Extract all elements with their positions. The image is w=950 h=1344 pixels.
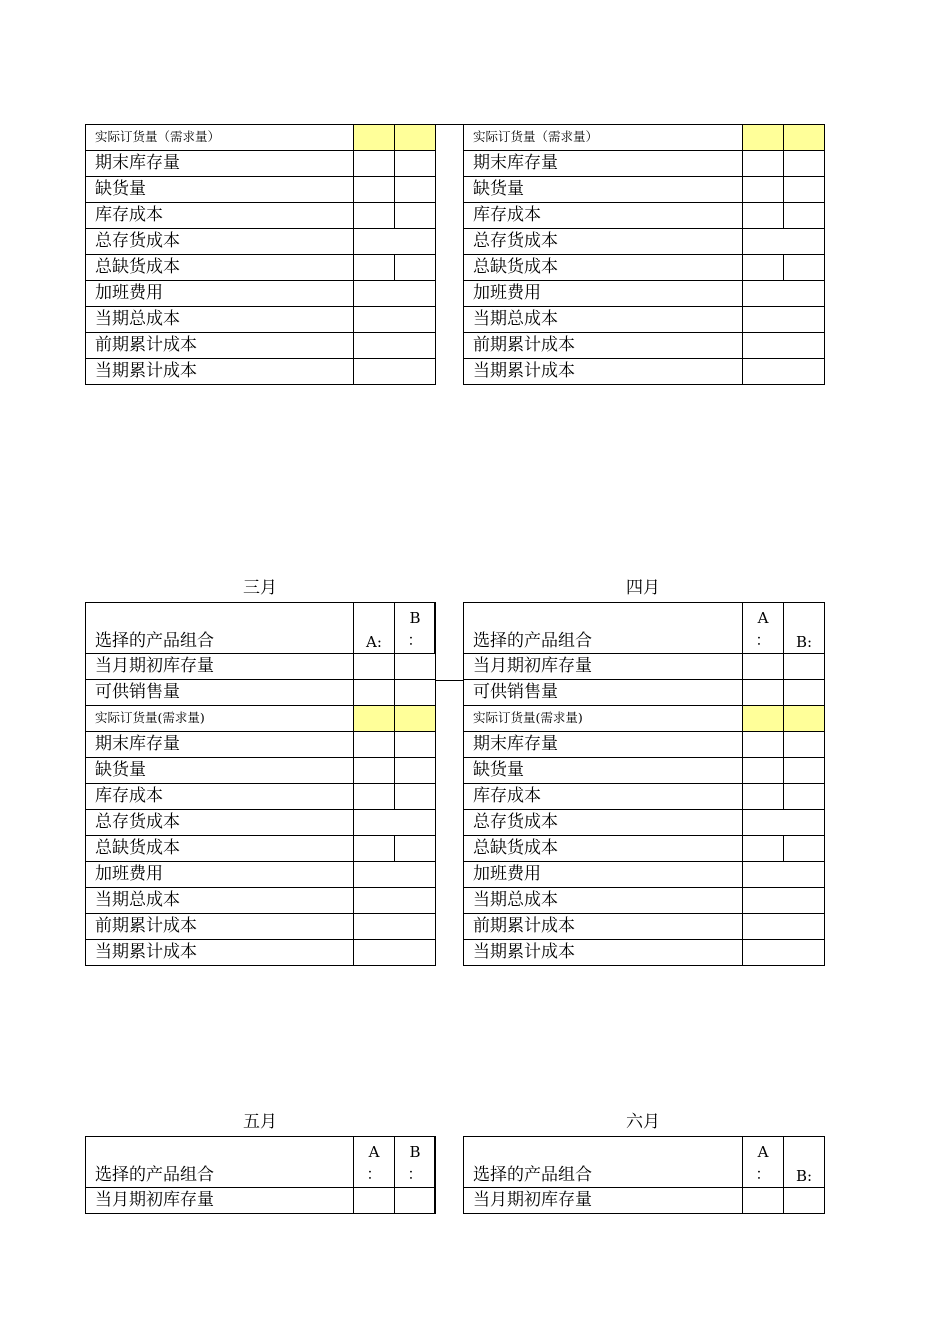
row-label-total-shortage-cost: 总缺货成本 bbox=[86, 836, 354, 862]
label-b: B bbox=[409, 1143, 421, 1161]
product-a-cell[interactable] bbox=[743, 603, 784, 654]
table-row bbox=[464, 862, 825, 888]
table-row bbox=[464, 229, 825, 255]
month-title-june: 六月 bbox=[626, 1112, 660, 1132]
row-label-prior-cumulative-cost: 前期累计成本 bbox=[86, 333, 354, 359]
row-label-prior-cumulative-cost: 前期累计成本 bbox=[86, 914, 354, 940]
row-label-period-total-cost: 当期总成本 bbox=[86, 888, 354, 914]
table-row bbox=[86, 333, 436, 359]
row-label-prior-cumulative-cost: 前期累计成本 bbox=[464, 333, 743, 359]
divider bbox=[434, 1136, 435, 1214]
cell[interactable] bbox=[743, 151, 784, 177]
cell[interactable] bbox=[354, 333, 436, 359]
label-colon: ： bbox=[755, 631, 771, 649]
cell[interactable] bbox=[743, 888, 825, 914]
cell[interactable] bbox=[784, 203, 825, 229]
row-label-current-cumulative-cost: 当期累计成本 bbox=[86, 940, 354, 966]
table-row bbox=[464, 151, 825, 177]
label-colon: ： bbox=[407, 631, 423, 649]
cell[interactable] bbox=[784, 1188, 825, 1214]
cell[interactable] bbox=[743, 784, 784, 810]
row-label-product-mix: 选择的产品组合 bbox=[464, 603, 743, 654]
cell[interactable] bbox=[743, 333, 825, 359]
product-b-cell[interactable]: B: bbox=[784, 1137, 825, 1188]
cell[interactable] bbox=[743, 914, 825, 940]
row-label-product-mix: 选择的产品组合 bbox=[86, 603, 354, 654]
row-label-opening-inventory: 当月期初库存量 bbox=[464, 1188, 743, 1214]
table-row bbox=[464, 1188, 825, 1214]
row-label-period-total-cost: 当期总成本 bbox=[464, 307, 743, 333]
cell[interactable] bbox=[784, 151, 825, 177]
cell[interactable] bbox=[354, 307, 436, 333]
product-b-cell[interactable] bbox=[395, 1137, 436, 1188]
cell[interactable] bbox=[743, 281, 825, 307]
table-row bbox=[464, 177, 825, 203]
row-label-end-inventory: 期末库存量 bbox=[86, 732, 354, 758]
label-a: A bbox=[757, 1143, 769, 1161]
row-label-total-inventory-cost: 总存货成本 bbox=[464, 810, 743, 836]
cell[interactable] bbox=[743, 758, 784, 784]
table-row bbox=[86, 914, 436, 940]
cell[interactable] bbox=[395, 758, 436, 784]
cell[interactable] bbox=[354, 177, 395, 203]
row-label-total-shortage-cost: 总缺货成本 bbox=[464, 836, 743, 862]
row-label-inventory-cost: 库存成本 bbox=[464, 203, 743, 229]
table-row bbox=[86, 255, 436, 281]
cell[interactable] bbox=[354, 151, 395, 177]
product-b-cell[interactable]: B: bbox=[784, 603, 825, 654]
cell[interactable] bbox=[743, 862, 825, 888]
table-row bbox=[464, 125, 825, 151]
order-qty-a-cell[interactable] bbox=[743, 125, 784, 151]
table-row bbox=[464, 836, 825, 862]
cell[interactable] bbox=[354, 888, 436, 914]
table-row bbox=[86, 1188, 436, 1214]
order-qty-b-cell[interactable] bbox=[784, 706, 825, 732]
table-row bbox=[86, 758, 436, 784]
row-label-end-inventory: 期末库存量 bbox=[464, 151, 743, 177]
cell[interactable] bbox=[743, 680, 784, 706]
row-label-inventory-cost: 库存成本 bbox=[86, 784, 354, 810]
table-row bbox=[464, 203, 825, 229]
cell[interactable] bbox=[743, 836, 784, 862]
table-row bbox=[86, 810, 436, 836]
row-label-inventory-cost: 库存成本 bbox=[86, 203, 354, 229]
row-label-order-qty: 实际订货量(需求量) bbox=[86, 706, 354, 732]
cell[interactable] bbox=[354, 1188, 395, 1214]
table-april bbox=[463, 602, 825, 966]
table-row bbox=[464, 255, 825, 281]
cell[interactable] bbox=[743, 359, 825, 385]
cell[interactable] bbox=[784, 177, 825, 203]
cell[interactable] bbox=[395, 177, 436, 203]
label-a: A bbox=[368, 1143, 380, 1161]
table-row bbox=[464, 810, 825, 836]
table-june bbox=[463, 1136, 825, 1214]
table-row bbox=[464, 307, 825, 333]
row-label-total-inventory-cost: 总存货成本 bbox=[86, 229, 354, 255]
label-colon: ： bbox=[755, 1165, 771, 1183]
row-label-product-mix: 选择的产品组合 bbox=[86, 1137, 354, 1188]
row-label-overtime-cost: 加班费用 bbox=[464, 862, 743, 888]
divider bbox=[435, 680, 463, 681]
month-title-may: 五月 bbox=[243, 1112, 277, 1132]
cell[interactable] bbox=[784, 680, 825, 706]
table-row bbox=[86, 603, 436, 654]
cell[interactable] bbox=[354, 203, 395, 229]
table-row bbox=[86, 203, 436, 229]
label-colon: ： bbox=[366, 1165, 382, 1183]
table-row bbox=[86, 862, 436, 888]
table-march bbox=[85, 602, 436, 966]
cell[interactable] bbox=[784, 255, 825, 281]
row-label-period-total-cost: 当期总成本 bbox=[86, 307, 354, 333]
table-row bbox=[86, 836, 436, 862]
cell[interactable] bbox=[354, 680, 395, 706]
table-row bbox=[464, 1137, 825, 1188]
cell[interactable] bbox=[395, 654, 436, 680]
cell[interactable] bbox=[784, 784, 825, 810]
cell[interactable] bbox=[743, 255, 784, 281]
cell[interactable] bbox=[395, 784, 436, 810]
divider bbox=[435, 124, 463, 125]
label-colon: ： bbox=[407, 1165, 423, 1183]
month-title-march: 三月 bbox=[243, 578, 277, 598]
table-row bbox=[464, 784, 825, 810]
order-qty-a-cell[interactable] bbox=[743, 706, 784, 732]
table-row bbox=[464, 333, 825, 359]
table-row bbox=[86, 784, 436, 810]
cell[interactable] bbox=[354, 836, 395, 862]
cell[interactable] bbox=[743, 203, 784, 229]
cell[interactable] bbox=[354, 914, 436, 940]
row-label-total-inventory-cost: 总存货成本 bbox=[86, 810, 354, 836]
table-top-left bbox=[85, 124, 436, 385]
cell[interactable] bbox=[354, 732, 395, 758]
label-a: A bbox=[757, 609, 769, 627]
product-a-cell[interactable]: A: bbox=[354, 603, 395, 654]
table-row bbox=[464, 888, 825, 914]
row-label-overtime-cost: 加班费用 bbox=[86, 862, 354, 888]
cell[interactable] bbox=[395, 680, 436, 706]
cell[interactable] bbox=[743, 654, 784, 680]
cell[interactable] bbox=[354, 758, 395, 784]
cell[interactable] bbox=[395, 203, 436, 229]
cell[interactable] bbox=[784, 758, 825, 784]
table-row bbox=[86, 359, 436, 385]
cell[interactable] bbox=[743, 229, 825, 255]
cell[interactable] bbox=[395, 836, 436, 862]
table-row bbox=[86, 706, 436, 732]
table-row bbox=[86, 307, 436, 333]
table-row bbox=[464, 359, 825, 385]
table-row bbox=[464, 603, 825, 654]
cell[interactable] bbox=[354, 784, 395, 810]
cell[interactable] bbox=[354, 810, 436, 836]
row-label-shortage: 缺货量 bbox=[86, 177, 354, 203]
table-top-right bbox=[463, 124, 825, 385]
divider bbox=[434, 602, 435, 653]
row-label-shortage: 缺货量 bbox=[464, 177, 743, 203]
label-b: B bbox=[409, 609, 421, 627]
row-label-current-cumulative-cost: 当期累计成本 bbox=[464, 940, 743, 966]
table-row bbox=[86, 125, 436, 151]
table-row bbox=[86, 177, 436, 203]
row-label-available-for-sale: 可供销售量 bbox=[86, 680, 354, 706]
cell[interactable] bbox=[395, 151, 436, 177]
table-row bbox=[86, 281, 436, 307]
cell[interactable] bbox=[743, 177, 784, 203]
cell[interactable] bbox=[354, 359, 436, 385]
row-label-prior-cumulative-cost: 前期累计成本 bbox=[464, 914, 743, 940]
table-row bbox=[86, 151, 436, 177]
cell[interactable] bbox=[395, 732, 436, 758]
row-label-period-total-cost: 当期总成本 bbox=[464, 888, 743, 914]
row-label-overtime-cost: 加班费用 bbox=[86, 281, 354, 307]
row-label-shortage: 缺货量 bbox=[86, 758, 354, 784]
cell[interactable] bbox=[354, 281, 436, 307]
table-row bbox=[464, 732, 825, 758]
row-label-current-cumulative-cost: 当期累计成本 bbox=[464, 359, 743, 385]
cell[interactable] bbox=[743, 732, 784, 758]
cell[interactable] bbox=[784, 836, 825, 862]
row-label-current-cumulative-cost: 当期累计成本 bbox=[86, 359, 354, 385]
table-row bbox=[464, 758, 825, 784]
table-row bbox=[86, 940, 436, 966]
table-row bbox=[86, 1137, 436, 1188]
row-label-end-inventory: 期末库存量 bbox=[86, 151, 354, 177]
table-row bbox=[464, 281, 825, 307]
product-a-cell[interactable] bbox=[354, 1137, 395, 1188]
table-row bbox=[86, 888, 436, 914]
row-label-opening-inventory: 当月期初库存量 bbox=[86, 654, 354, 680]
row-label-order-qty: 实际订货量（需求量） bbox=[464, 125, 743, 151]
table-row bbox=[464, 706, 825, 732]
cell[interactable] bbox=[743, 307, 825, 333]
table-row bbox=[86, 680, 436, 706]
cell[interactable] bbox=[354, 940, 436, 966]
order-qty-b-cell[interactable] bbox=[784, 125, 825, 151]
cell[interactable] bbox=[354, 255, 395, 281]
table-row bbox=[86, 732, 436, 758]
cell[interactable] bbox=[784, 654, 825, 680]
table-row bbox=[464, 940, 825, 966]
table-may bbox=[85, 1136, 436, 1214]
row-label-shortage: 缺货量 bbox=[464, 758, 743, 784]
product-a-cell[interactable] bbox=[743, 1137, 784, 1188]
cell[interactable] bbox=[743, 810, 825, 836]
order-qty-a-cell[interactable] bbox=[354, 706, 395, 732]
row-label-overtime-cost: 加班费用 bbox=[464, 281, 743, 307]
row-label-end-inventory: 期末库存量 bbox=[464, 732, 743, 758]
cell[interactable] bbox=[395, 255, 436, 281]
cell[interactable] bbox=[354, 654, 395, 680]
row-label-available-for-sale: 可供销售量 bbox=[464, 680, 743, 706]
table-row bbox=[86, 229, 436, 255]
order-qty-b-cell[interactable] bbox=[395, 706, 436, 732]
month-title-april: 四月 bbox=[626, 578, 660, 598]
row-label-total-inventory-cost: 总存货成本 bbox=[464, 229, 743, 255]
table-row bbox=[464, 654, 825, 680]
product-b-cell[interactable] bbox=[395, 603, 436, 654]
cell[interactable] bbox=[743, 940, 825, 966]
order-qty-a-cell[interactable] bbox=[354, 125, 395, 151]
row-label-product-mix: 选择的产品组合 bbox=[464, 1137, 743, 1188]
row-label-total-shortage-cost: 总缺货成本 bbox=[86, 255, 354, 281]
cell[interactable] bbox=[743, 1188, 784, 1214]
row-label-inventory-cost: 库存成本 bbox=[464, 784, 743, 810]
row-label-order-qty: 实际订货量(需求量) bbox=[464, 706, 743, 732]
cell[interactable] bbox=[354, 862, 436, 888]
table-row bbox=[464, 680, 825, 706]
row-label-opening-inventory: 当月期初库存量 bbox=[86, 1188, 354, 1214]
cell[interactable] bbox=[395, 1188, 436, 1214]
row-label-opening-inventory: 当月期初库存量 bbox=[464, 654, 743, 680]
table-row bbox=[86, 654, 436, 680]
table-row bbox=[464, 914, 825, 940]
row-label-total-shortage-cost: 总缺货成本 bbox=[464, 255, 743, 281]
order-qty-b-cell[interactable] bbox=[395, 125, 436, 151]
row-label-order-qty: 实际订货量（需求量） bbox=[86, 125, 354, 151]
cell[interactable] bbox=[784, 732, 825, 758]
cell[interactable] bbox=[354, 229, 436, 255]
